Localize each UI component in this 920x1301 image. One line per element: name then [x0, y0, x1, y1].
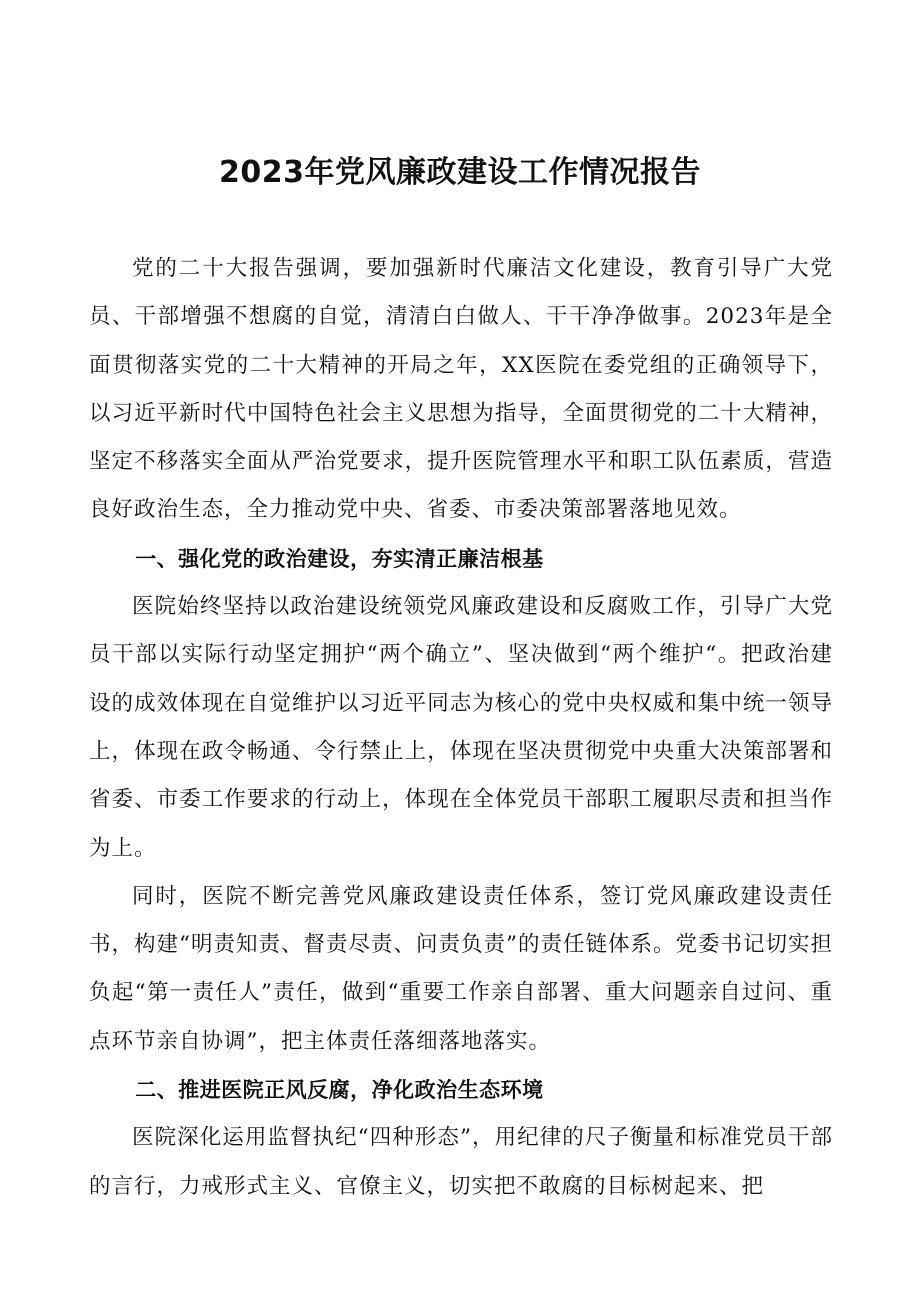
section-2-paragraph-1: 医院深化运用监督执纪“四种形态”，用纪律的尺子衡量和标准党员干部的言行，力戒形式主义、官僚主义，切实把不敢腐的目标树起来、把: [89, 1125, 833, 1199]
document-title: 2023年党风廉政建设工作情况报告: [219, 155, 701, 190]
document-body: [89, 245, 833, 1211]
section-heading-2: 二、推进医院正风反腐，净化政治生态环境: [135, 1078, 544, 1103]
section-1-paragraph-2: 同时，医院不断完善党风廉政建设责任体系，签订党风廉政建设责任书，构建“明责知责、督责尽责、问责负责”的责任链体系。党委书记切实担负起“第一责任人”责任，做到“重要工作亲自部署、重大问题亲自过问、重点环节亲自协调”，把主体责任落细落地落实。: [89, 883, 833, 1054]
section-1-paragraph-1: 医院始终坚持以政治建设统领党风廉政建设和反腐败工作，引导广大党员干部以实际行动坚定拥护“两个确立”、坚决做到“两个维护“。把政治建设的成效体现在自觉维护以习近平同志为核心的党中央权威和集中统一领导上，体现在政令畅通、令行禁止上，体现在坚决贯彻党中央重大决策部署和省委、市委工作要求的行动上，体现在全体党员干部职工履职尽责和担当作为上。: [89, 594, 833, 861]
section-heading-1: 一、强化党的政治建设，夯实清正廉洁根基: [135, 546, 544, 571]
intro-paragraph: 党的二十大报告强调，要加强新时代廉洁文化建设，教育引导广大党员、干部增强不想腐的自觉，清清白白做人、干干净净做事。2023年是全面贯彻落实党的二十大精神的开局之年，XX医院在委党组的正确领导下，以习近平新时代中国特色社会主义思想为指导，全面贯彻党的二十大精神，坚定不移落实全面从严治党要求，提升医院管理水平和职工队伍素质，营造良好政治生态，全力推动党中央、省委、市委决策部署落地见效。: [89, 256, 833, 523]
